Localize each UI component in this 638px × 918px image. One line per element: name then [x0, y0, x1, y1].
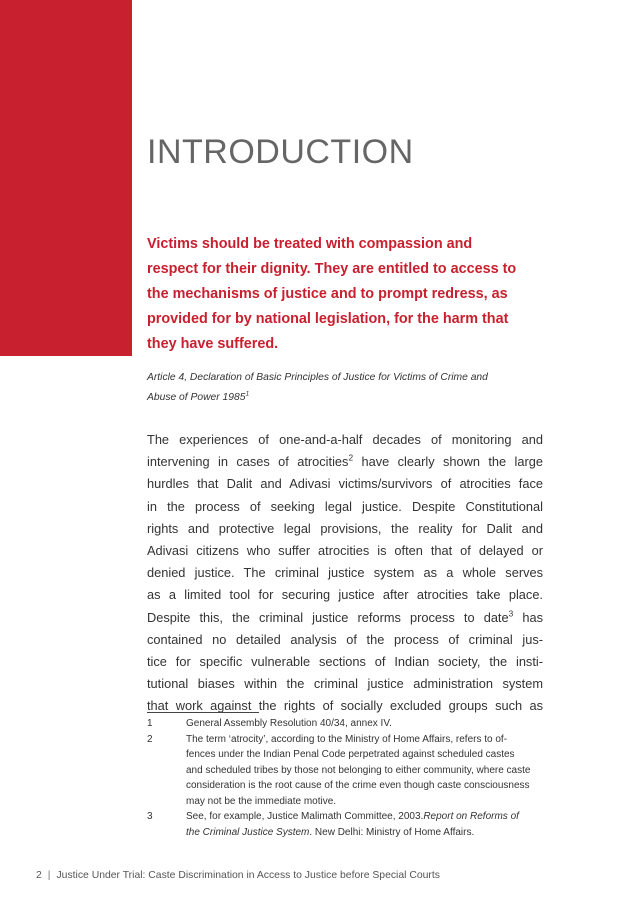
footnote-text-italic: Report on Reforms of	[423, 811, 519, 822]
citation-line	[147, 388, 542, 408]
quote-line: Victims should be treated with compassion and	[147, 236, 473, 252]
page-title: INTRODUCTION	[147, 133, 414, 171]
body-line: tice for specific vulnerable sections of Indian society, the insti-	[147, 654, 543, 670]
body-line	[147, 607, 543, 629]
quote-citation	[147, 368, 542, 408]
body-line: hurdles that Dalit and Adivasi victims/survivors of atrocities face	[147, 476, 543, 492]
footnotes	[147, 716, 543, 840]
footnote-text: fences under the Indian Penal Code perpetrated against scheduled castes	[186, 749, 515, 760]
footnote-text-plain: See, for example, Justice Malimath Committee, 2003.	[186, 811, 424, 822]
body-text-segment: intervening in cases of atrocities	[147, 454, 349, 470]
body-line: The experiences of one-and-a-half decades of monitoring and	[147, 432, 543, 447]
body-line: rights and protective legal provisions, the reality for Dalit and	[147, 520, 543, 536]
footnote-text: may not be the immediate motive.	[186, 795, 337, 807]
body-paragraph	[147, 429, 543, 718]
quote-line: the mechanisms of justice and to prompt redress, as	[147, 286, 508, 302]
page-footer	[36, 870, 440, 881]
body-text-segment: have clearly shown the large	[353, 454, 544, 470]
pull-quote	[147, 232, 519, 357]
body-line: tutional biases within the criminal justice administration system	[147, 676, 543, 692]
footnote-divider	[147, 712, 259, 713]
quote-line: respect for their dignity. They are entitled to access to	[147, 261, 517, 277]
footnote-text: and scheduled tribes by those not belonging to either community, where caste	[186, 764, 531, 776]
body-line: Adivasi citizens who suffer atrocities is often that of delayed or	[147, 543, 543, 559]
body-line: that work against the rights of socially excluded groups such as	[147, 698, 543, 714]
citation-text: Abuse of Power 1985	[147, 392, 246, 403]
citation-line: Article 4, Declaration of Basic Principles of Justice for Victims of Crime and	[147, 372, 488, 383]
footnote-text: General Assembly Resolution 40/34, annex IV.	[186, 718, 392, 729]
footnote-ref[interactable]: 1	[245, 390, 250, 398]
body-line: denied justice. The criminal justice system as a whole serves	[147, 565, 543, 581]
body-line: as a limited tool for securing justice after atrocities take place.	[147, 587, 543, 603]
footnote-2	[147, 732, 543, 810]
footnote-3	[147, 809, 543, 840]
footnote-ref[interactable]: 3	[508, 608, 514, 619]
body-line: contained no detailed analysis of the process of criminal jus-	[147, 631, 543, 647]
footnote-number: 1	[147, 718, 153, 729]
footnote-text: The term ‘atrocity’, according to the Ministry of Home Affairs, refers to of-	[186, 733, 508, 745]
footnote-text	[186, 809, 543, 825]
quote-line: provided for by national legislation, for the harm that	[147, 311, 509, 327]
body-text-segment: has	[513, 609, 543, 625]
footnote-number: 3	[147, 811, 153, 822]
quote-line: they have suffered.	[147, 336, 279, 352]
body-line	[147, 451, 543, 473]
footnote-text	[186, 825, 543, 841]
page-number: 2	[36, 870, 42, 881]
footnote-ref[interactable]: 2	[348, 452, 354, 463]
footer-separator: |	[47, 870, 51, 881]
body-text-segment: Despite this, the criminal justice reforms process to date	[147, 609, 509, 625]
body-line: in the process of seeking legal justice. Despite Constitutional	[147, 498, 543, 514]
running-title: Justice Under Trial: Caste Discrimination in Access to Justice before Special Courts	[56, 870, 440, 881]
footnote-1	[147, 716, 543, 732]
footnote-text-italic: the Criminal Justice System	[186, 826, 310, 838]
footnote-text-plain: . New Delhi: Ministry of Home Affairs.	[309, 826, 475, 838]
footnote-number: 2	[147, 733, 153, 745]
red-accent-block	[0, 0, 132, 356]
footnote-text: consideration is the root cause of the crime even though caste consciousness	[186, 780, 530, 791]
